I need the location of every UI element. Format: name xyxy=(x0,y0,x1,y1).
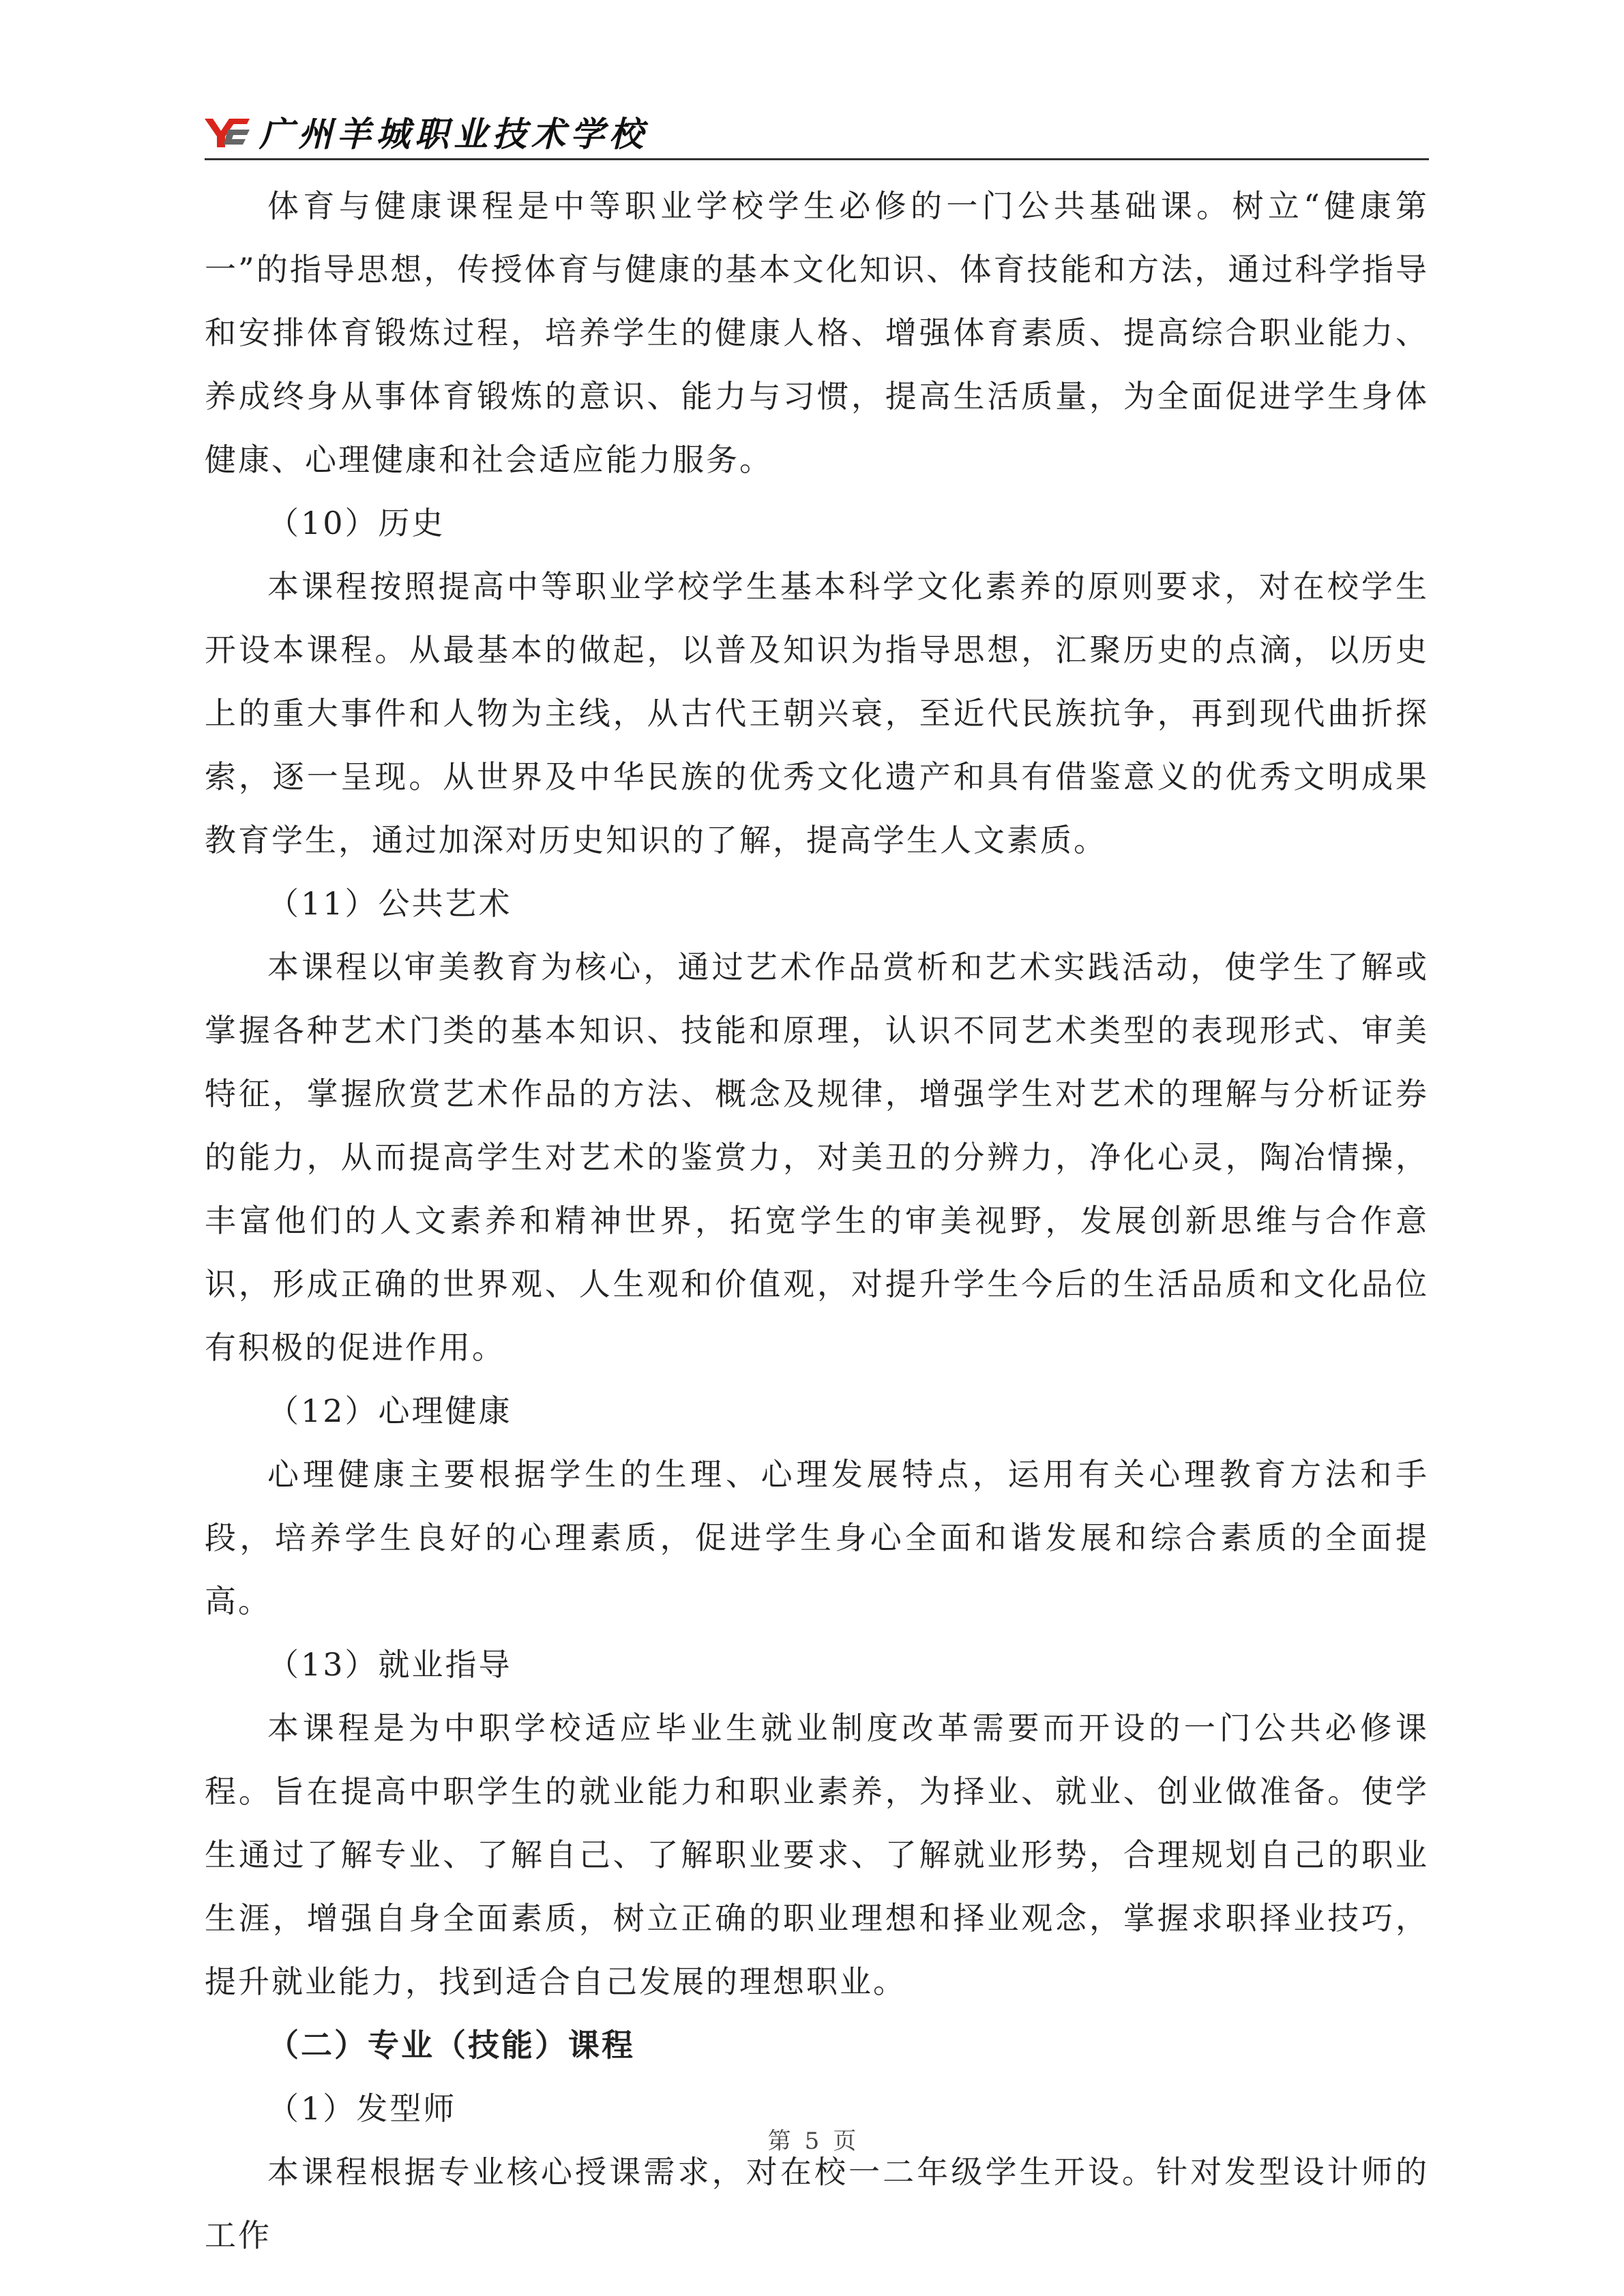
page-header xyxy=(205,112,1429,157)
heading-professional-courses: （二）专业（技能）课程 xyxy=(267,2027,635,2063)
paragraph-mental-health: 心理健康主要根据学生的生理、心理发展特点，运用有关心理教育方法和手段，培养学生良好的心理素质，促进学生身心全面和谐发展和综合素质的全面提高。 xyxy=(205,1456,1429,1620)
paragraph-pe: 体育与健康课程是中等职业学校学生必修的一门公共基础课。树立“健康第一”的指导思想，传授体育与健康的基本文化知识、体育技能和方法，通过科学指导和安排体育锻炼过程，培养学生的健康人格、增强体育素质、提高综合职业能力、养成终身从事体育锻炼的意识、能力与习惯，提高生活质量，为全面促进学生身体健康、心理健康和社会适应能力服务。 xyxy=(205,188,1429,478)
heading-employment: （13）就业指导 xyxy=(267,1646,512,1683)
heading-public-art: （11）公共艺术 xyxy=(267,885,512,922)
school-logo-icon xyxy=(205,116,250,150)
header-rule xyxy=(205,158,1429,160)
heading-mental-health: （12）心理健康 xyxy=(267,1392,512,1429)
heading-hairstylist: （1）发型师 xyxy=(267,2090,457,2127)
footer-suffix: 页 xyxy=(833,2128,857,2155)
footer-prefix: 第 xyxy=(767,2128,791,2155)
paragraph-public-art: 本课程以审美教育为核心，通过艺术作品赏析和艺术实践活动，使学生了解或掌握各种艺术门类的基本知识、技能和原理，认识不同艺术类型的表现形式、审美特征，掌握欣赏艺术作品的方法、概念及规律，增强学生对艺术的理解与分析证券的能力，从而提高学生对艺术的鉴赏力，对美丑的分辨力，净化心灵，陶冶情操，丰富他们的人文素养和精神世界，拓宽学生的审美视野，发展创新思维与合作意识，形成正确的世界观、人生观和价值观，对提升学生今后的生活品质和文化品位有积极的促进作用。 xyxy=(205,949,1429,1366)
document-body xyxy=(205,175,1429,2267)
heading-history: （10）历史 xyxy=(267,505,445,541)
school-name: 广州羊城职业技术学校 xyxy=(259,115,648,154)
paragraph-history: 本课程按照提高中等职业学校学生基本科学文化素养的原则要求，对在校学生开设本课程。从最基本的做起，以普及知识为指导思想，汇聚历史的点滴，以历史上的重大事件和人物为主线，从古代王朝兴衰，至近代民族抗争，再到现代曲折探索，逐一呈现。从世界及中华民族的优秀文化遗产和具有借鉴意义的优秀文明成果教育学生，通过加深对历史知识的了解，提高学生人文素质。 xyxy=(205,568,1429,859)
page-footer xyxy=(0,2122,1624,2156)
paragraph-hairstylist: 本课程根据专业核心授课需求，对在校一二年级学生开设。针对发型设计师的工作 xyxy=(205,2153,1429,2254)
page-number: 5 xyxy=(804,2128,820,2155)
paragraph-employment: 本课程是为中职学校适应毕业生就业制度改革需要而开设的一门公共必修课程。旨在提高中职学生的就业能力和职业素养，为择业、就业、创业做准备。使学生通过了解专业、了解自己、了解职业要求、了解就业形势，合理规划自己的职业生涯，增强自身全面素质，树立正确的职业理想和择业观念，掌握求职择业技巧，提升就业能力，找到适合自己发展的理想职业。 xyxy=(205,1710,1429,2000)
